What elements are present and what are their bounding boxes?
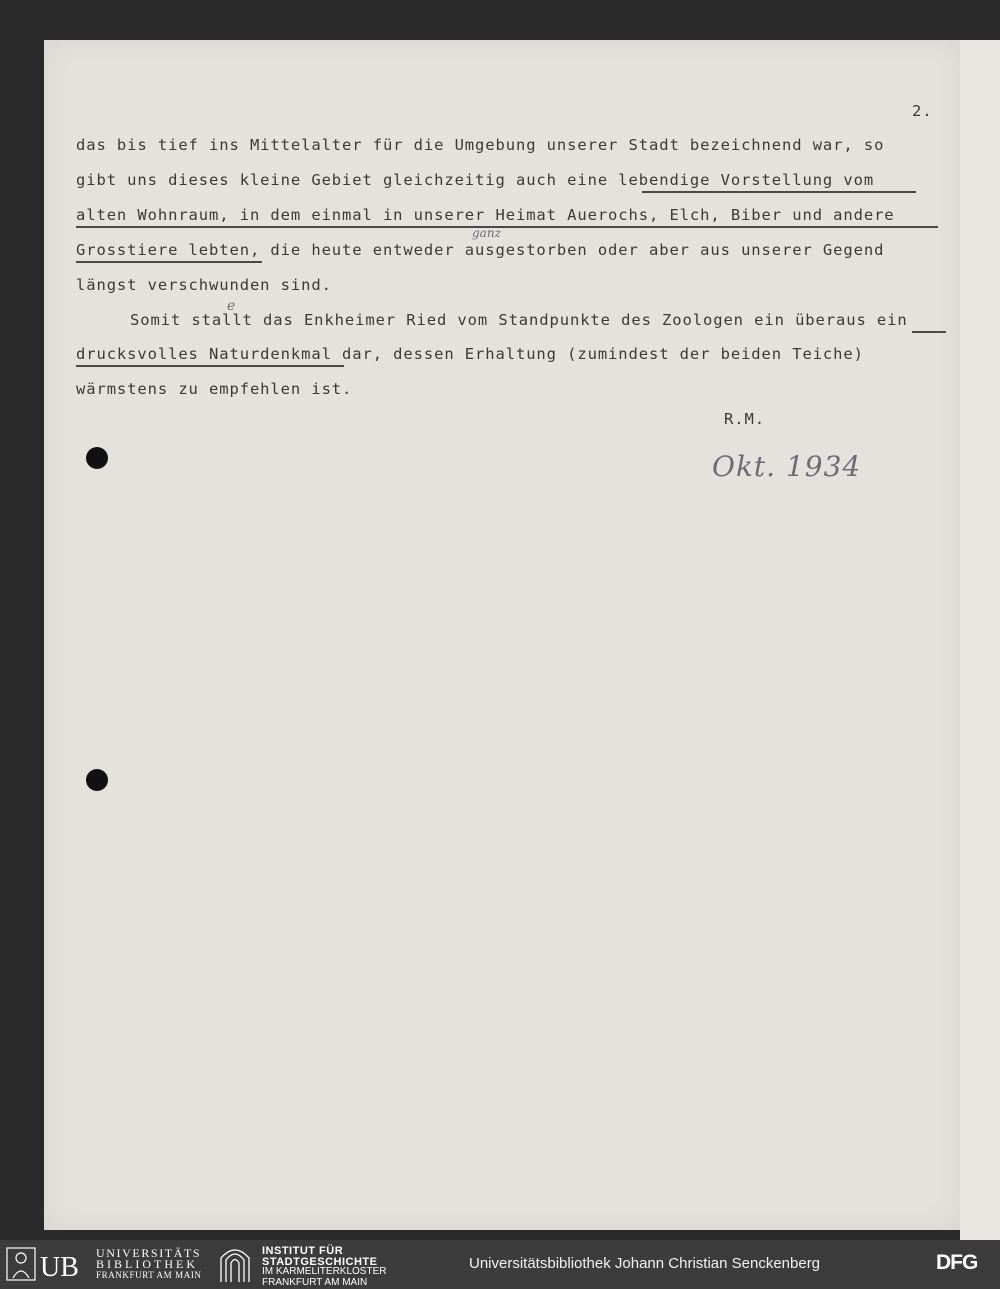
page-number: 2. xyxy=(912,102,933,120)
handwritten-date: Okt. 1934 xyxy=(712,450,862,483)
underline xyxy=(76,365,344,367)
isg-line-2: STADTGESCHICHTE xyxy=(262,1255,378,1268)
text-line-4: Grosstiere lebten, die heute entweder ausgestorben oder aber aus unserer Gegend xyxy=(76,241,885,259)
footer-bar xyxy=(0,1240,1000,1289)
text-line-7: drucksvolles Naturdenkmal dar, dessen Erhaltung (zumindest der beiden Teiche) xyxy=(76,345,864,363)
isg-name xyxy=(262,1246,386,1288)
paper-edge xyxy=(960,40,1000,1240)
text-line-1: das bis tief ins Mittelalter für die Umgebung unserer Stadt bezeichnend war, so xyxy=(76,136,885,154)
ub-line-3: FRANKFURT AM MAIN xyxy=(96,1270,202,1280)
isg-logo-icon xyxy=(218,1246,252,1284)
underline xyxy=(912,331,946,333)
isg-line-4: FRANKFURT AM MAIN xyxy=(262,1276,368,1288)
handwritten-insertion: ganz xyxy=(472,226,501,240)
text-line-5: längst verschwunden sind. xyxy=(76,276,332,294)
library-name: Universitätsbibliothek Johann Christian Senckenberg xyxy=(469,1255,821,1272)
text-line-8: wärmstens zu empfehlen ist. xyxy=(76,380,353,398)
signature: R.M. xyxy=(724,410,765,428)
isg-line-3: IM KARMELITERKLOSTER xyxy=(262,1266,387,1277)
underline xyxy=(76,261,262,263)
dfg-logo: DFG xyxy=(936,1251,978,1274)
ub-line-2: BIBLIOTHEK xyxy=(96,1257,198,1271)
ub-name xyxy=(96,1248,202,1281)
text-line-6: Somit stallt das Enkheimer Ried vom Standpunkte des Zoologen ein überaus ein xyxy=(130,311,908,329)
punch-hole xyxy=(86,447,108,469)
text-line-3: alten Wohnraum, in dem einmal in unserer Heimat Auerochs, Elch, Biber und andere xyxy=(76,206,895,224)
isg-line-1: INSTITUT FÜR xyxy=(262,1245,344,1257)
text-line-2: gibt uns dieses kleine Gebiet gleichzeitig auch eine lebendige Vorstellung vom xyxy=(76,171,875,189)
svg-text:UB: UB xyxy=(40,1252,79,1282)
document-page xyxy=(44,40,960,1230)
underline xyxy=(76,226,938,228)
ub-logo-icon xyxy=(6,1246,90,1282)
punch-hole xyxy=(86,769,108,791)
ub-line-1: UNIVERSITÄTS xyxy=(96,1246,202,1260)
handwritten-correction: e xyxy=(227,298,236,314)
underline xyxy=(642,191,916,193)
